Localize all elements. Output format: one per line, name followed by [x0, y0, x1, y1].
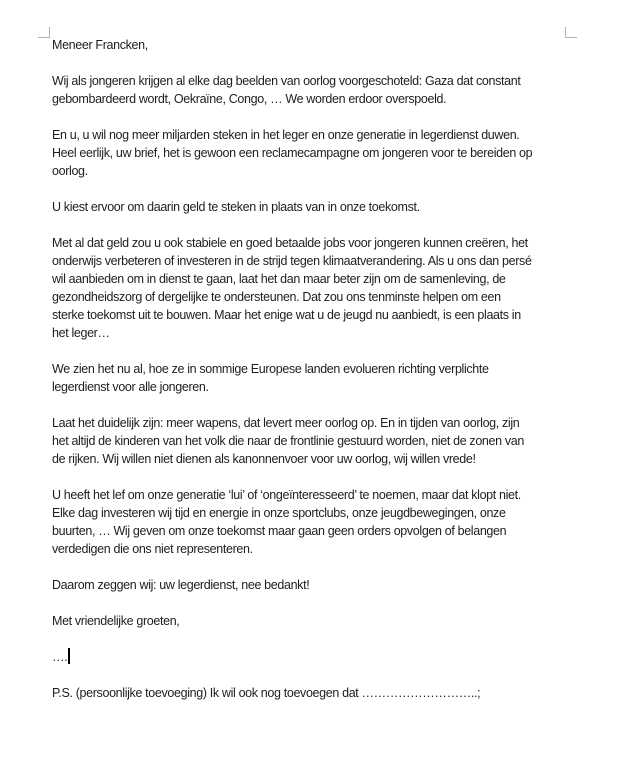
text-line: verdedigen die ons niet representeren.	[52, 542, 253, 556]
text-line: We zien het nu al, hoe ze in sommige Europese landen evolueren richting verplichte	[52, 362, 489, 376]
paragraph	[52, 198, 592, 216]
text-line: Laat het duidelijk zijn: meer wapens, dat levert meer oorlog op. En in tijden van oorlog, zijn	[52, 416, 520, 430]
text-line: ….	[52, 648, 592, 666]
text-line: U kiest ervoor om daarin geld te steken in plaats van in onze toekomst.	[52, 200, 420, 214]
text-line: Elke dag investeren wij tijd en energie in onze sportclubs, onze jeugdbewegingen, onze	[52, 506, 506, 520]
text-line: gezondheidszorg of dergelijke te ondersteunen. Dat zou ons tenminste helpen om een	[52, 290, 501, 304]
text-line: Met vriendelijke groeten,	[52, 614, 180, 628]
text-line: Met al dat geld zou u ook stabiele en goed betaalde jobs voor jongeren kunnen creëren, het	[52, 236, 528, 250]
text-line: buurten, … Wij geven om onze toekomst maar gaan geen orders opvolgen of belangen	[52, 524, 507, 538]
text-line: Heel eerlijk, uw brief, het is gewoon een reclamecampagne om jongeren voor te bereiden op	[52, 146, 533, 160]
text-line: het altijd de kinderen van het volk die naar de frontlinie gestuurd worden, niet de zonen van	[52, 434, 524, 448]
letter-body[interactable]	[52, 36, 592, 702]
paragraph	[52, 126, 592, 180]
paragraph	[52, 612, 592, 630]
paragraph	[52, 72, 592, 108]
paragraph	[52, 360, 592, 396]
text-line: gebombardeerd wordt, Oekraïne, Congo, … We worden erdoor overspoeld.	[52, 92, 447, 106]
paragraph	[52, 414, 592, 468]
paragraph	[52, 234, 592, 342]
text-line: de rijken. Wij willen niet dienen als kanonnenvoer voor uw oorlog, wij willen vrede!	[52, 452, 476, 466]
paragraph	[52, 648, 592, 666]
text-line: onderwijs verbeteren of investeren in de strijd tegen klimaatverandering. Als u ons dan persé	[52, 254, 532, 268]
text-cursor	[68, 648, 70, 664]
text-line: het leger…	[52, 326, 110, 340]
text-boundary-corner-top-left	[38, 27, 50, 38]
text-line: Meneer Francken,	[52, 38, 148, 52]
text-line: U heeft het lef om onze generatie ‘lui’ of ‘ongeïnteresseerd’ te noemen, maar dat klopt niet.	[52, 488, 521, 502]
paragraph	[52, 486, 592, 558]
text-line: sterke toekomst uit te bouwen. Maar het enige wat u de jeugd nu aanbiedt, is een plaats in	[52, 308, 521, 322]
text-line: legerdienst voor alle jongeren.	[52, 380, 209, 394]
text-line: En u, u wil nog meer miljarden steken in het leger en onze generatie in legerdienst duwen.	[52, 128, 520, 142]
text-line: P.S. (persoonlijke toevoeging) Ik wil ook nog toevoegen dat ………………………..;	[52, 686, 481, 700]
paragraph	[52, 684, 592, 702]
paragraph	[52, 36, 592, 54]
paragraph	[52, 576, 592, 594]
text-line: oorlog.	[52, 164, 88, 178]
text-line: Wij als jongeren krijgen al elke dag beelden van oorlog voorgeschoteld: Gaza dat constant	[52, 74, 521, 88]
text-line: wil aanbieden om in dienst te gaan, laat het dan maar beter zijn om de samenleving, de	[52, 272, 506, 286]
text-line: Daarom zeggen wij: uw legerdienst, nee bedankt!	[52, 578, 310, 592]
